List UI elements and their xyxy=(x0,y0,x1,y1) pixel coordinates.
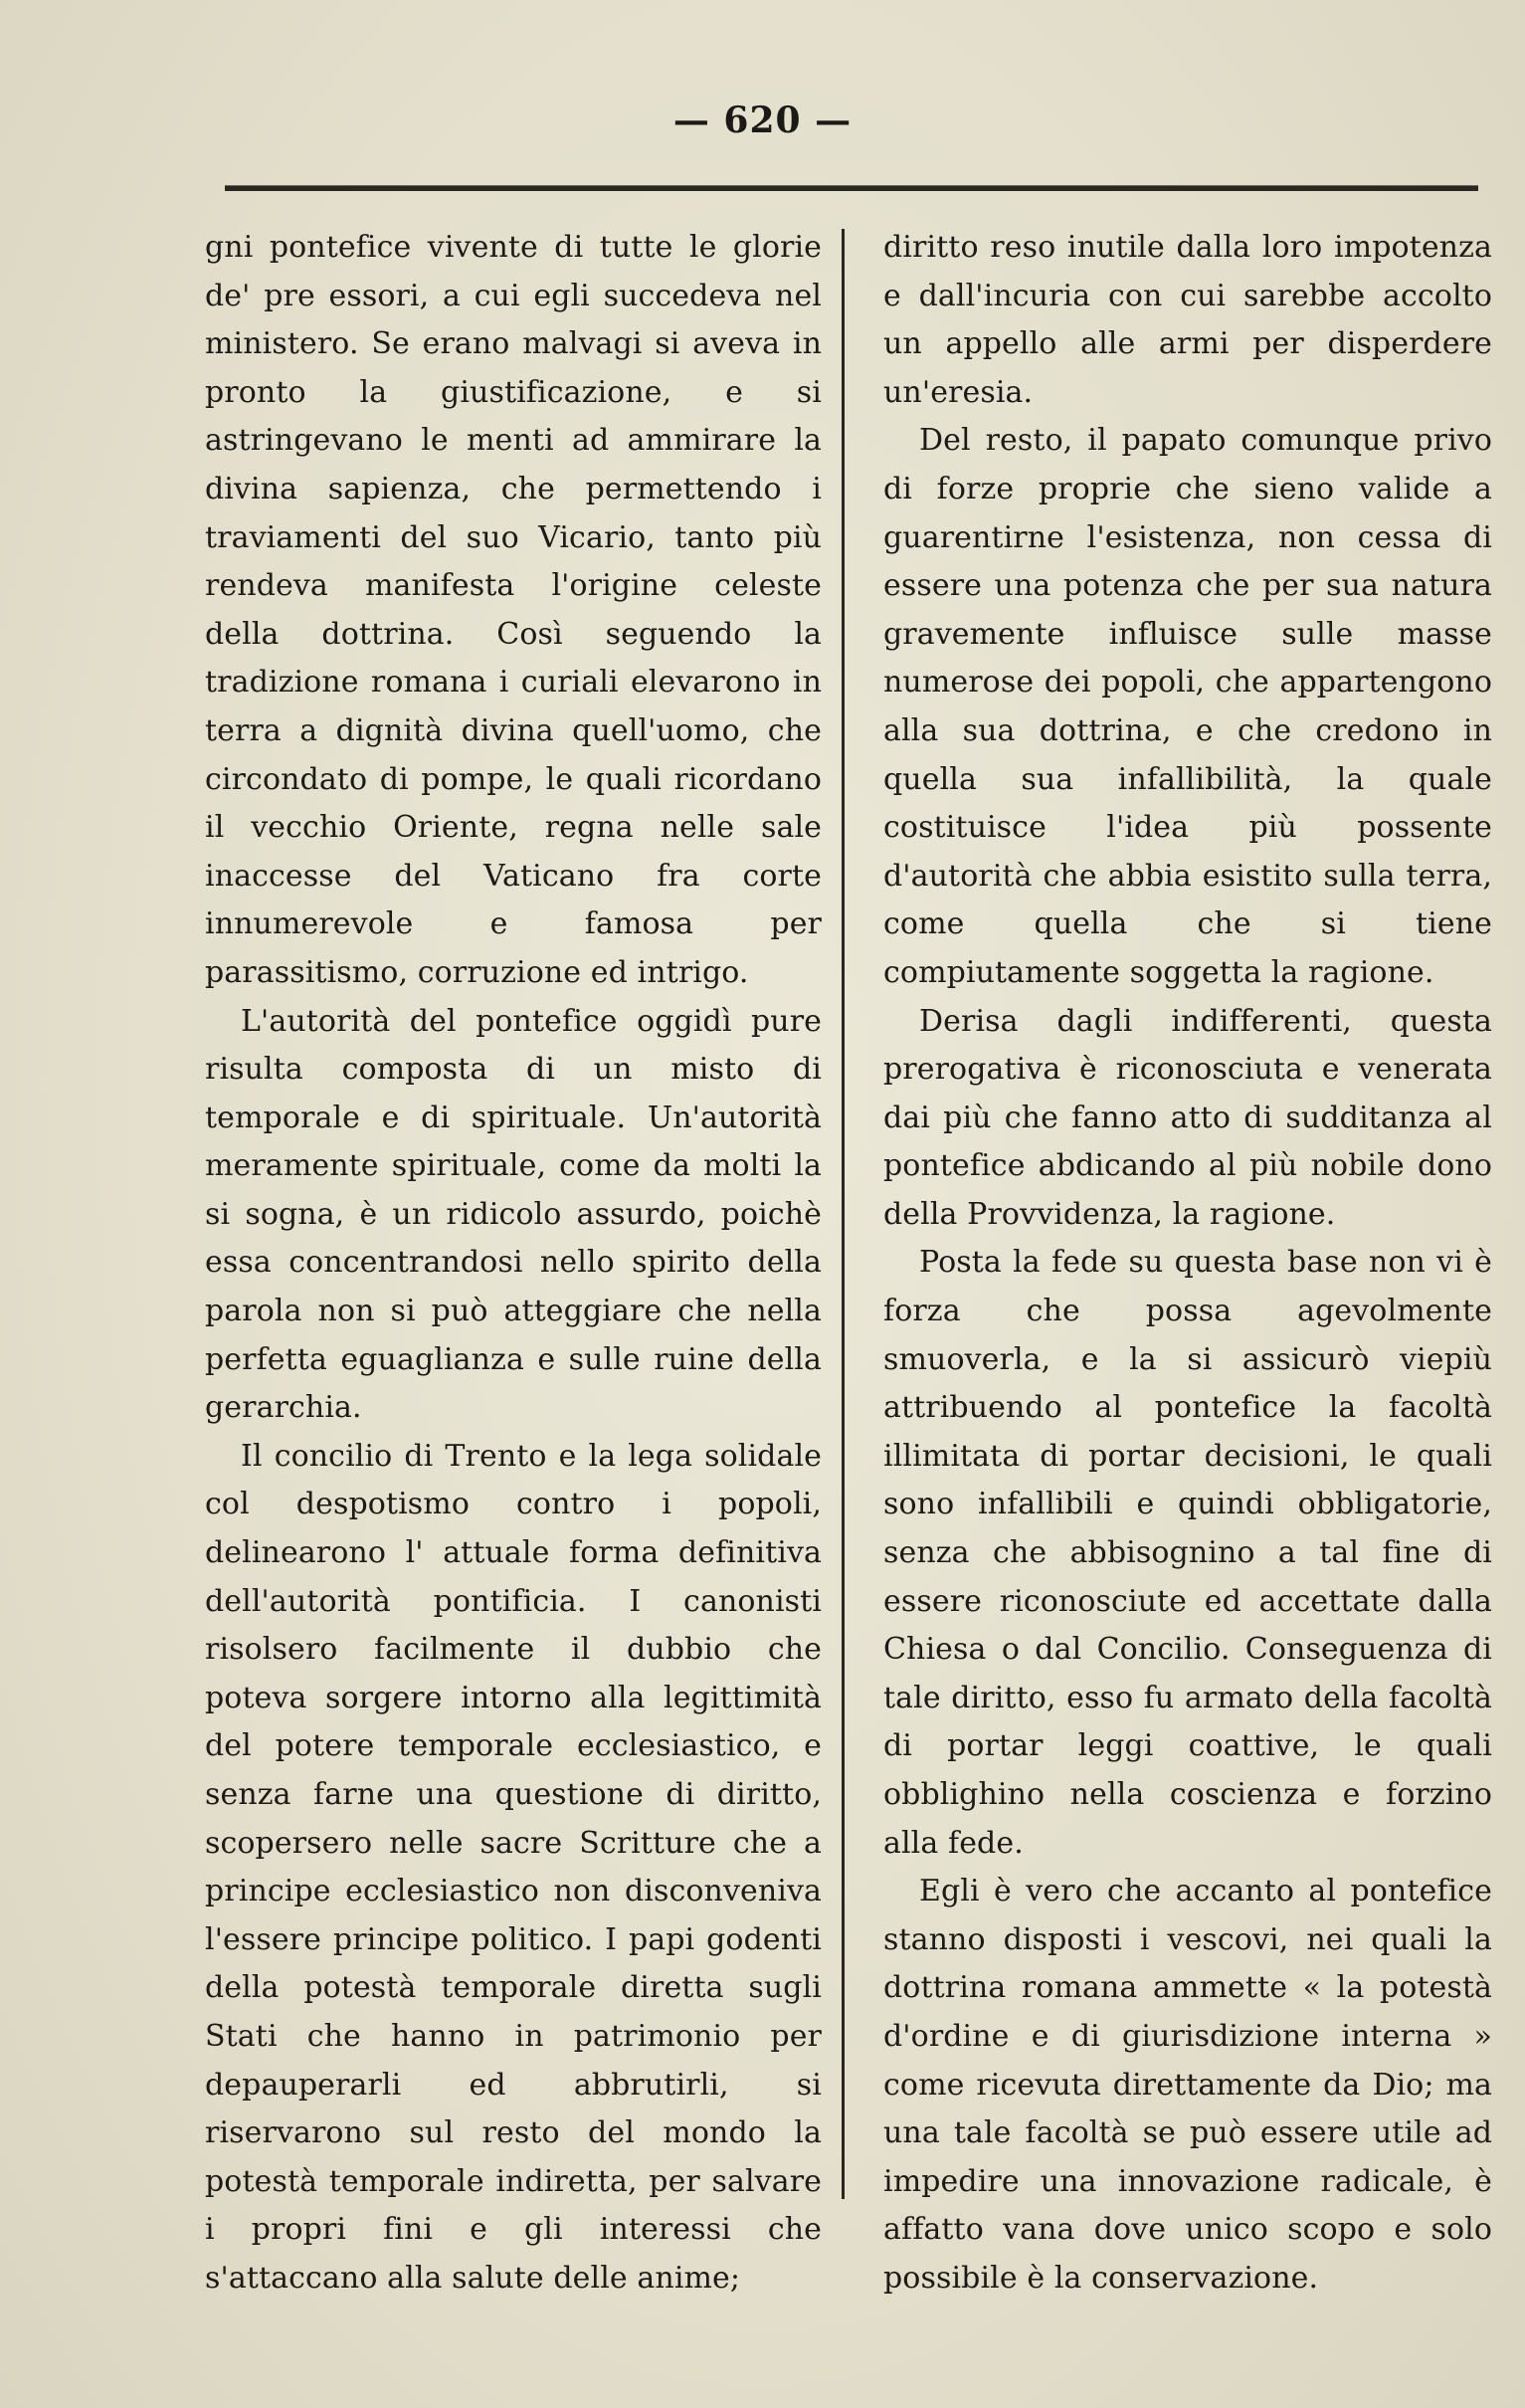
paragraph: Il concilio di Trento e la lega solidale col despotismo contro i popoli, delinearono l' attuale forma definitiva dell'autorità pontificia. I canonisti risolsero facilmente il dubbio che poteva sorgere intorno alla legittimità del potere temporale ecclesiastico, e senza farne una questione di diritto, scopersero nelle sacre Scritture che a principe ecclesiastico non disconveniva l'essere principe politico. I papi godenti della potestà temporale diretta sugli Stati che hanno in patrimonio per depauperarli ed abbrutirli, si riservarono sul resto del mondo la potestà temporale indiretta, per salvare i propri fini e gli interessi che s'attaccano alla salute delle anime; xyxy=(205,1438,822,2296)
right-column xyxy=(883,224,1492,2304)
header-rule xyxy=(225,185,1478,191)
paragraph: Del resto, il papato comunque privo di forze proprie che sieno valide a guarentirne l'esistenza, non cessa di essere una potenza che per sua natura gravemente influisce sulle masse numerose dei popoli, che appartengono alla sua dottrina, e che credono in quella sua infallibilità, la quale costituisce l'idea più possente d'autorità che abbia esistito sulla terra, come quella che si tiene compiutamente soggetta la ragione. xyxy=(883,423,1492,990)
left-column xyxy=(205,224,822,2304)
page-number: — 620 — xyxy=(672,100,853,141)
paragraph: diritto reso inutile dalla loro impotenza e dall'incuria con cui sarebbe accolto un appello alle armi per disperdere un'eresia. xyxy=(883,230,1492,410)
paragraph: L'autorità del pontefice oggidì pure risulta composta di un misto di temporale e di spirituale. Un'autorità meramente spirituale, come da molti la si sogna, è un ridicolo assurdo, poichè essa concentrandosi nello spirito della parola non si può atteggiare che nella perfetta eguaglianza e sulle ruine della gerarchia. xyxy=(205,1003,822,1426)
paragraph: Egli è vero che accanto al pontefice stanno disposti i vescovi, nei quali la dottrina romana ammette « la potestà d'ordine e di giurisdizione interna » come ricevuta direttamente da Dio; ma una tale facoltà se può essere utile ad impedire una innovazione radicale, è affatto vana dove unico scopo e solo possibile è la conservazione. xyxy=(883,1874,1492,2296)
paragraph: Derisa dagli indifferenti, questa prerogativa è riconosciuta e venerata dai più che fanno atto di sudditanza al pontefice abdicando al più nobile dono della Provvidenza, la ragione. xyxy=(883,1003,1492,1232)
paragraph: Posta la fede su questa base non vi è forza che possa agevolmente smuoverla, e la si assicurò viepiù attribuendo al pontefice la facoltà illimitata di portar decisioni, le quali sono infallibili e quindi obbligatorie, senza che abbisognino a tal fine di essere riconosciute ed accettate dalla Chiesa o dal Concilio. Conseguenza di tale diritto, esso fu armato della facoltà di portar leggi coattive, le quali obblighino nella coscienza e forzino alla fede. xyxy=(883,1245,1492,1861)
column-divider xyxy=(842,229,845,2199)
paragraph: gni pontefice vivente di tutte le glorie de' pre essori, a cui egli succedeva nel ministero. Se erano malvagi si aveva in pronto la giustificazione, e si astringevano le menti ad ammirare la divina sapienza, che permettendo i traviamenti del suo Vicario, tanto più rendeva manifesta l'origine celeste della dottrina. Così seguendo la tradizione romana i curiali elevarono in terra a dignità divina quell'uomo, che circondato di pompe, le quali ricordano il vecchio Oriente, regna nelle sale inaccesse del Vaticano fra corte innumerevole e famosa per parassitismo, corruzione ed intrigo. xyxy=(205,230,822,990)
